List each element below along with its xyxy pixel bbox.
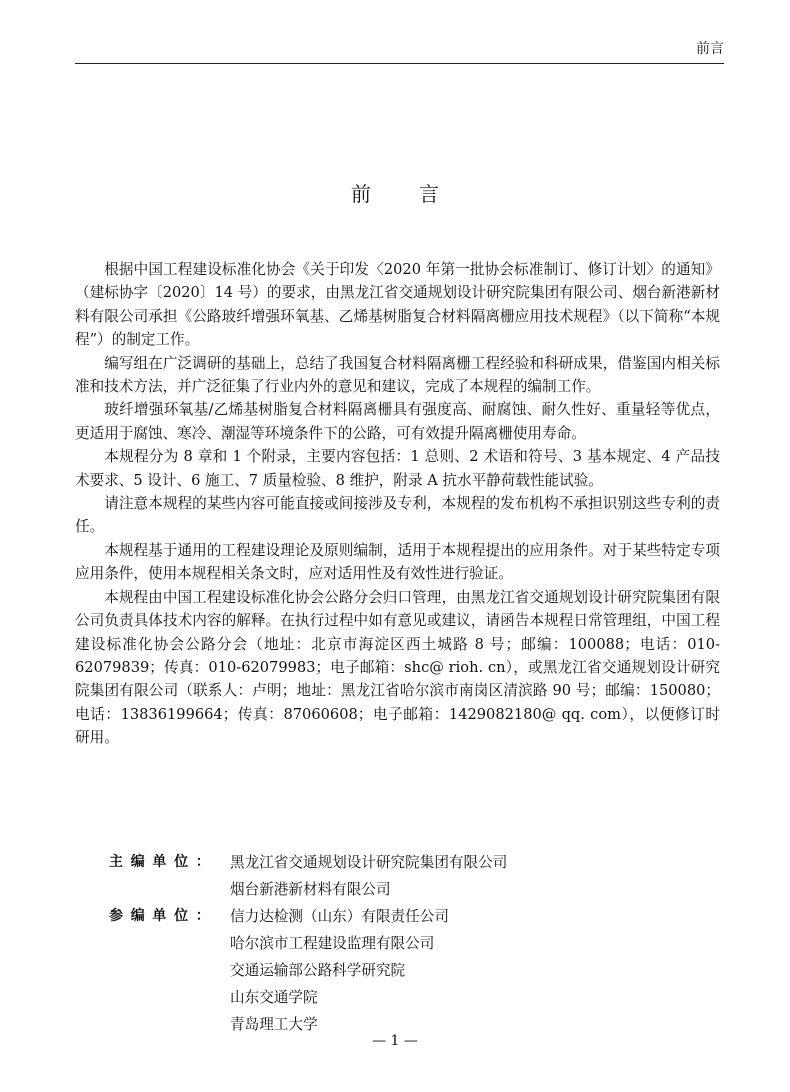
unit-name: 山东交通学院 bbox=[230, 989, 318, 1006]
paragraph: 根据中国工程建设标准化协会《关于印发〈2020 年第一批协会标准制订、修订计划〉的通知》（建标协字〔2020〕14 号）的要求，由黑龙江省交通规划设计研究院集团有限公司、烟台新港新材料有限公司承担《公路玻纤增强环氧基、乙烯基树脂复合材料隔离栅应用技术规程》（以下简称“本规程”）的制定工作。 bbox=[75, 261, 720, 349]
chief-editor-label: 主编单位： bbox=[109, 854, 218, 870]
unit-name: 信力达检测（山东）有限责任公司 bbox=[230, 908, 449, 925]
running-header: 前言 bbox=[696, 41, 724, 57]
paragraph: 编写组在广泛调研的基础上，总结了我国复合材料隔离栅工程经验和科研成果，借鉴国内相关标准和技术方法，并广泛征集了行业内外的意见和建议，完成了本规程的编制工作。 bbox=[75, 354, 720, 396]
unit-name: 烟台新港新材料有限公司 bbox=[230, 881, 391, 898]
paragraph: 本规程由中国工程建设标准化协会公路分会归口管理，由黑龙江省交通规划设计研究院集团有限公司负责具体技术内容的解释。在执行过程中如有意见或建议，请函告本规程日常管理组，中国工程建设标准化协会公路分会（地址：北京市海淀区西土城路 8 号；邮编：100088；电话：010-62079839；传真：010-62079983；电子邮箱：shc@ rioh. cn），或黑龙江省交通规划设计研究院集团有限公司（联系人：卢明；地址：黑龙江省哈尔滨市南岗区清滨路 90 号；邮编：150080；电话：13836199664；传真：87060608；电子邮箱：1429082180@ qq. com），以便修订时研用。 bbox=[75, 588, 720, 747]
editorial-units bbox=[109, 849, 507, 1038]
unit-name: 青岛理工大学 bbox=[230, 1016, 318, 1033]
unit-name: 哈尔滨市工程建设监理有限公司 bbox=[230, 935, 435, 952]
participating-list bbox=[230, 903, 449, 1038]
participating-label: 参编单位： bbox=[109, 908, 218, 924]
page-number: — 1 — bbox=[372, 1033, 418, 1049]
page-title: 前言 bbox=[351, 182, 487, 206]
paragraph: 玻纤增强环氧基/乙烯基树脂复合材料隔离栅具有强度高、耐腐蚀、耐久性好、重量轻等优点，更适用于腐蚀、寒冷、潮湿等环境条件下的公路，可有效提升隔离栅使用寿命。 bbox=[75, 401, 720, 442]
participating-units bbox=[109, 903, 507, 1038]
paragraph: 本规程分为 8 章和 1 个附录，主要内容包括：1 总则、2 术语和符号、3 基本规定、4 产品技术要求、5 设计、6 施工、7 质量检验、8 维护，附录 A 抗水平静荷载性能试验。 bbox=[75, 448, 720, 489]
chief-editor-list bbox=[230, 849, 507, 903]
unit-name: 黑龙江省交通规划设计研究院集团有限公司 bbox=[230, 854, 508, 871]
header-divider bbox=[75, 63, 724, 64]
paragraph: 本规程基于通用的工程建设理论及原则编制，适用于本规程提出的应用条件。对于某些特定专项应用条件，使用本规程相关条文时，应对适用性及有效性进行验证。 bbox=[75, 541, 720, 583]
unit-name: 交通运输部公路科学研究院 bbox=[230, 962, 406, 979]
chief-editor-units bbox=[109, 849, 507, 903]
preface-body bbox=[75, 258, 720, 750]
paragraph: 请注意本规程的某些内容可能直接或间接涉及专利，本规程的发布机构不承担识别这些专利的责任。 bbox=[75, 495, 720, 536]
